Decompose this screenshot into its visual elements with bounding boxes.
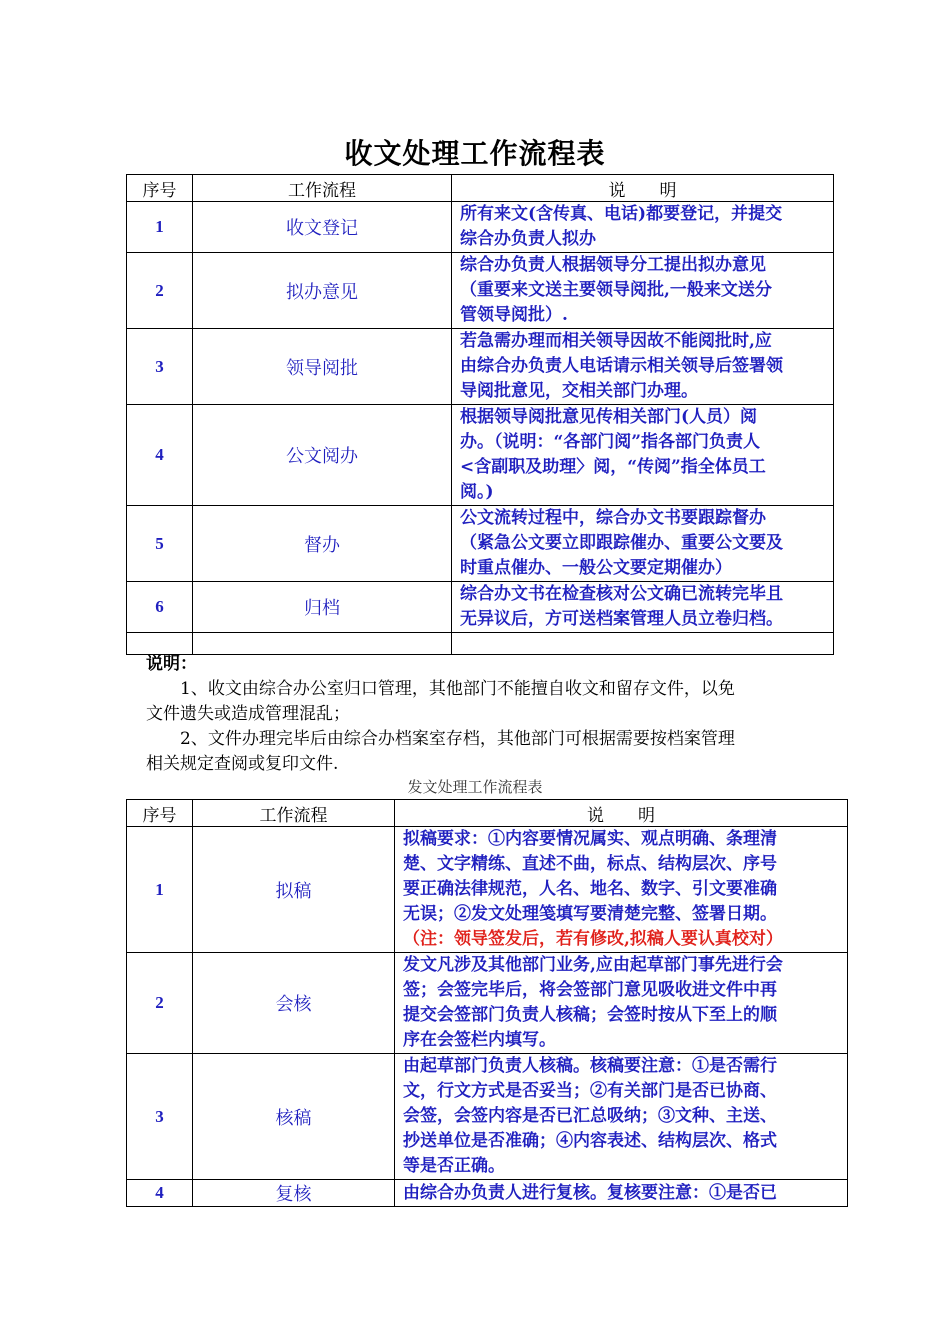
desc-line: 时重点催办、一般公文要定期催办） <box>460 558 732 578</box>
table-row <box>127 1180 848 1207</box>
desc-line: （重要来文送主要领导阅批,一般来文送分 <box>460 280 772 300</box>
row-num: 1 <box>127 202 193 253</box>
table-row <box>127 329 834 405</box>
table-header-row <box>127 800 848 827</box>
table-row <box>127 253 834 329</box>
row-flow: 公文阅办 <box>193 405 452 506</box>
desc-line: 等是否正确。 <box>403 1156 505 1176</box>
desc-line: 根据领导阅批意见传相关部门(人员）阅 <box>460 407 758 427</box>
table-row <box>127 582 834 633</box>
table-row <box>127 827 848 953</box>
row-flow: 领导阅批 <box>193 329 452 405</box>
row-desc <box>452 582 834 633</box>
desc-line: 综合办负责人拟办 <box>460 229 596 249</box>
desc-line: 阅。) <box>460 482 494 502</box>
row-flow: 督办 <box>193 506 452 582</box>
row-num: 3 <box>127 1054 193 1180</box>
header-num: 序号 <box>127 175 193 202</box>
row-num: 3 <box>127 329 193 405</box>
header-flow: 工作流程 <box>193 800 395 827</box>
row-flow: 复核 <box>193 1180 395 1207</box>
table-row <box>127 1054 848 1180</box>
header-flow: 工作流程 <box>193 175 452 202</box>
desc-note: （注：领导签发后，若有修改,拟稿人要认真校对） <box>403 929 783 949</box>
note-line: 2、文件办理完毕后由综合办档案室存档，其他部门可根据需要按档案管理 <box>180 729 735 749</box>
row-num: 1 <box>127 827 193 953</box>
desc-line: 要正确法律规范，人名、地名、数字、引文要准确 <box>403 879 777 899</box>
page-title: 收文处理工作流程表 <box>344 137 606 170</box>
desc-line: 导阅批意见，交相关部门办理。 <box>460 381 698 401</box>
table-row <box>127 405 834 506</box>
note-line: 文件遗失或造成管理混乱； <box>146 704 350 724</box>
incoming-doc-table <box>126 174 834 655</box>
row-flow: 归档 <box>193 582 452 633</box>
table-header-row <box>127 175 834 202</box>
note-line: 1、收文由综合办公室归口管理，其他部门不能擅自收文和留存文件，以免 <box>180 679 735 699</box>
desc-line: 所有来文(含传真、电话)都要登记，并提交 <box>460 204 783 224</box>
row-desc <box>452 202 834 253</box>
desc-line: 提交会签部门负责人核稿；会签时按从下至上的顺 <box>403 1005 777 1025</box>
row-desc <box>395 1180 848 1207</box>
note-line: 相关规定查阅或复印文件. <box>146 754 339 774</box>
desc-line: 综合办文书在检查核对公文确已流转完毕且 <box>460 584 783 604</box>
header-desc: 说 明 <box>395 800 848 827</box>
row-flow: 收文登记 <box>193 202 452 253</box>
desc-line: 文，行文方式是否妥当；②有关部门是否已协商、 <box>403 1081 777 1101</box>
desc-line: 若急需办理而相关领导因故不能阅批时,应 <box>460 331 772 351</box>
notes-heading: 说明： <box>146 654 197 674</box>
row-desc <box>452 329 834 405</box>
desc-line: 无异议后，方可送档案管理人员立卷归档。 <box>460 609 783 629</box>
desc-line: 抄送单位是否准确；④内容表述、结构层次、格式 <box>403 1131 777 1151</box>
row-flow: 会核 <box>193 953 395 1054</box>
desc-line: 序在会签栏内填写。 <box>403 1030 556 1050</box>
row-num: 2 <box>127 253 193 329</box>
table-row <box>127 202 834 253</box>
row-desc <box>452 405 834 506</box>
row-desc <box>395 827 848 953</box>
desc-line: 会签，会签内容是否已汇总吸纳；③文种、主送、 <box>403 1106 777 1126</box>
row-desc <box>452 506 834 582</box>
desc-line: 签；会签完毕后，将会签部门意见吸收进文件中再 <box>403 980 777 1000</box>
header-num: 序号 <box>127 800 193 827</box>
desc-line: 拟稿要求：①内容要情况属实、观点明确、条理清 <box>403 829 777 849</box>
table-row <box>127 506 834 582</box>
row-flow: 核稿 <box>193 1054 395 1180</box>
row-flow: 拟办意见 <box>193 253 452 329</box>
table-row <box>127 953 848 1054</box>
row-desc <box>452 253 834 329</box>
desc-line: 综合办负责人根据领导分工提出拟办意见 <box>460 255 766 275</box>
desc-line: 无误；②发文处理笺填写要清楚完整、签署日期。 <box>403 904 777 924</box>
row-num: 4 <box>127 1180 193 1207</box>
row-num: 2 <box>127 953 193 1054</box>
desc-line: 管领导阅批）. <box>460 305 568 325</box>
desc-line: （紧急公文要立即跟踪催办、重要公文要及 <box>460 533 783 553</box>
desc-line: 由综合办负责人进行复核。复核要注意：①是否已 <box>403 1182 777 1203</box>
desc-line: 办。（说明：“各部门阅”指各部门负责人 <box>460 432 761 452</box>
row-num: 4 <box>127 405 193 506</box>
notes-section <box>146 652 816 777</box>
header-desc: 说 明 <box>452 175 834 202</box>
desc-line: 由起草部门负责人核稿。核稿要注意：①是否需行 <box>403 1056 777 1076</box>
outgoing-doc-table <box>126 799 848 1207</box>
row-desc <box>395 1054 848 1180</box>
row-num: 6 <box>127 582 193 633</box>
row-desc <box>395 953 848 1054</box>
row-flow: 拟稿 <box>193 827 395 953</box>
desc-line: 公文流转过程中，综合办文书要跟踪督办 <box>460 508 766 528</box>
desc-line: <含副职及助理〉阅，“传阅”指全体员工 <box>460 457 766 477</box>
desc-line: 发文凡涉及其他部门业务,应由起草部门事先进行会 <box>403 955 783 975</box>
desc-line: 楚、文字精练、直述不曲，标点、结构层次、序号 <box>403 854 777 874</box>
row-num: 5 <box>127 506 193 582</box>
desc-line: 由综合办负责人电话请示相关领导后签署领 <box>460 356 783 376</box>
section-title: 发文处理工作流程表 <box>407 778 543 796</box>
